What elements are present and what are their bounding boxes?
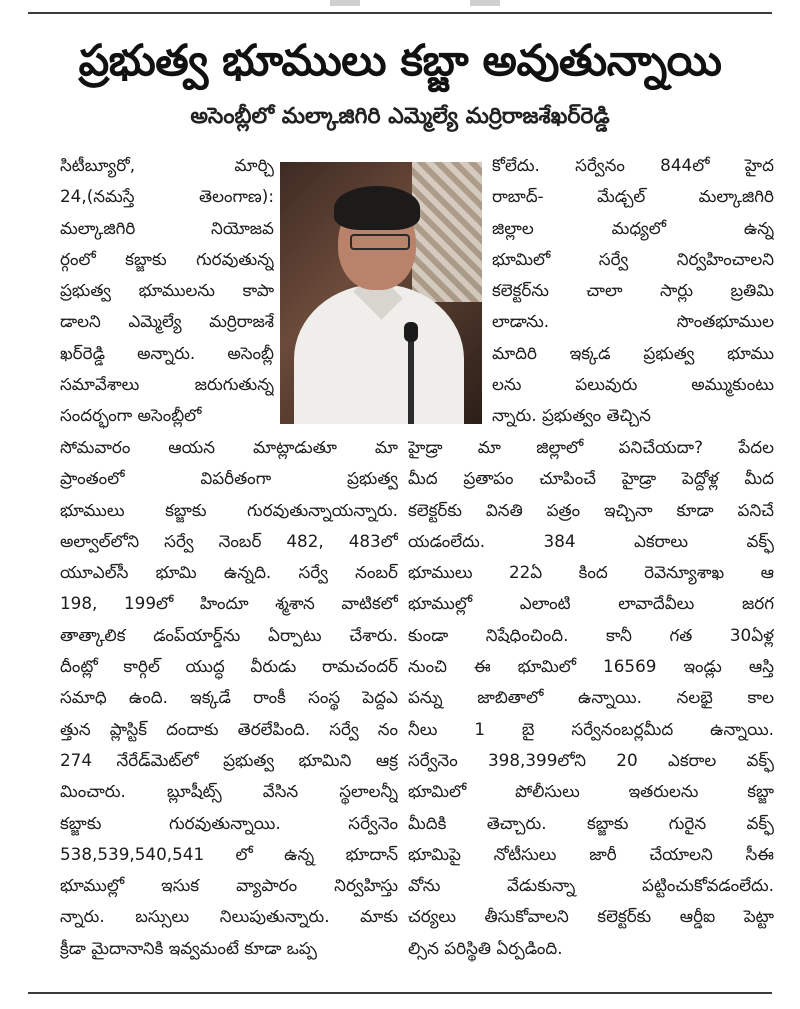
text-line: ర్గంలో కబ్జాకు గురవుతున్న bbox=[60, 248, 274, 269]
text-line: పన్ను జాబితాలో ఉన్నాయి. నలభై కాల bbox=[408, 687, 774, 708]
text-line: న్నారు. బస్సులు నిలుపుతున్నారు. మాకు bbox=[60, 906, 398, 927]
text-line: లాడాను. సొంతభూముల bbox=[492, 311, 774, 332]
article-column-2 bbox=[492, 150, 774, 432]
text-line: న్నారు. ప్రభుత్వం తెచ్చిన bbox=[492, 405, 651, 426]
article-column-3 bbox=[60, 432, 398, 964]
text-line: మీదికి తెచ్చారు. కబ్జాకు గురైన వక్ఫ్ bbox=[408, 812, 774, 833]
text-line: అల్వాల్‌లోని సర్వే నెంబర్ 482, 483లో bbox=[60, 530, 398, 551]
article-column-1 bbox=[60, 150, 274, 432]
person-speaking-photo bbox=[280, 162, 482, 424]
text-line: ల్సిన పరిస్థితి ఏర్పడింది. bbox=[408, 937, 563, 958]
text-line: మీద ప్రతాపం చూపించే హైడ్రా పెద్దోళ్ల మీద bbox=[408, 468, 774, 489]
text-line: సిటీబ్యూరో, మార్చి bbox=[60, 155, 274, 175]
text-line: సమాధి ఉంది. ఇక్కడే రాంకీ సంస్థ పెద్దఎ bbox=[60, 687, 398, 708]
text-line: దీంట్లో కార్గిల్ యుద్ధ వీరుడు రామచందర్ bbox=[60, 656, 398, 677]
top-rule bbox=[28, 12, 772, 14]
text-line: కలెక్టర్‌ను చాలా సార్లు బ్రతిమి bbox=[492, 280, 774, 301]
text-line: చర్యలు తీసుకోవాలని కలెక్టర్‌కు ఆర్డీఐ పెట్టా bbox=[408, 906, 774, 927]
text-line: సమావేశాలు జరుగుతున్న bbox=[60, 374, 274, 395]
text-line: వోను వేడుకున్నా పట్టించుకోవడంలేదు. bbox=[408, 875, 774, 896]
text-line: లను పలువురు అమ్ముకుంటు bbox=[492, 374, 774, 395]
text-line: తాత్కాలిక డంప్‌యార్డ్‌ను ఏర్పాటు చేశారు. bbox=[60, 624, 398, 645]
edge-mark-left bbox=[330, 0, 360, 6]
text-line: కుండా నిషేధించింది. కానీ గత 30ఏళ్ల bbox=[408, 624, 774, 645]
edge-mark-right bbox=[470, 0, 500, 6]
text-line: 24,(నమస్తే తెలంగాణ): bbox=[60, 186, 274, 207]
text-line: త్తున ప్లాస్టిక్ దందాకు తెరలేపింది. సర్వే నం bbox=[60, 718, 398, 739]
text-line: కబ్జాకు గురవుతున్నాయి. సర్వేనెం bbox=[60, 812, 398, 833]
text-line: 274 నేరేడ్‌మెట్‌లో ప్రభుత్వ భూమిని ఆక్ర bbox=[60, 749, 398, 770]
text-line: భూమిపై నోటీసులు జారీ చేయాలని సీఈ bbox=[408, 843, 774, 864]
text-line: ప్రభుత్వ భూములను కాపా bbox=[60, 280, 274, 301]
article-column-4 bbox=[408, 432, 774, 964]
text-line: భూములు కబ్జాకు గురవుతున్నాయన్నారు. bbox=[60, 499, 398, 520]
text-line: భూములు 22ఏ కింద రెవెన్యూశాఖ ఆ bbox=[408, 562, 774, 583]
text-line: మాదిరి ఇక్కడ ప్రభుత్వ భూము bbox=[492, 342, 774, 363]
text-line: సందర్భంగా అసెంబ్లీలో bbox=[60, 405, 202, 426]
text-line: 198, 199లో హిందూ శ్మశాన వాటికలో bbox=[60, 593, 398, 614]
text-line: హైడ్రా మా జిల్లాలో పనిచేయదా? పేదల bbox=[408, 437, 774, 457]
headline: ప్రభుత్వ భూములు కబ్జా అవుతున్నాయి bbox=[78, 36, 722, 86]
bottom-rule bbox=[28, 992, 772, 994]
text-line: యడంలేదు. 384 ఎకరాలు వక్ఫ్ bbox=[408, 530, 774, 551]
text-line: మల్కాజిగిరి నియోజవ bbox=[60, 217, 274, 238]
text-line: క్రీడా మైదానానికి ఇవ్వమంటే కూడా ఒప్ప bbox=[60, 937, 317, 958]
text-line: భూముల్లో ఎలాంటి లావాదేవీలు జరగ bbox=[408, 593, 774, 614]
text-line: సర్వేనెం 398,399లోని 20 ఎకరాల వక్ఫ్ bbox=[408, 749, 774, 770]
subheadline: అసెంబ్లీలో మల్కాజిగిరి ఎమ్మెల్యే మర్రిరాజశేఖర్‌రెడ్డి bbox=[190, 104, 610, 129]
text-line: 538,539,540,541 లో ఉన్న భూదాన్ bbox=[60, 843, 398, 864]
text-line: రాబాద్- మేడ్చల్ మల్కాజిగిరి bbox=[492, 186, 774, 207]
text-line: కలెక్టర్‌కు వినతి పత్రం ఇచ్చినా కూడా పనిచే bbox=[408, 499, 774, 520]
text-line: యూఎల్‌సీ భూమి ఉన్నది. సర్వే నంబర్ bbox=[60, 562, 398, 583]
text-line: నీలు 1 బై సర్వేనంబర్లమీద ఉన్నాయి. bbox=[408, 718, 774, 739]
text-line: భూముల్లో ఇసుక వ్యాపారం నిర్వహిస్తు bbox=[60, 875, 398, 896]
text-line: జిల్లాల మధ్యలో ఉన్న bbox=[492, 217, 774, 238]
text-line: కోలేదు. సర్వేనం 844లో హైద bbox=[492, 155, 774, 175]
text-line: ప్రాంతంలో విపరీతంగా ప్రభుత్వ bbox=[60, 468, 398, 489]
text-line: భూమిలో సర్వే నిర్వహించాలని bbox=[492, 248, 774, 269]
text-line: నుంచి ఈ భూమిలో 16569 ఇండ్లు ఆస్తి bbox=[408, 656, 774, 677]
text-line: డాలని ఎమ్మెల్యే మర్రిరాజశే bbox=[60, 311, 274, 332]
text-line: భూమిలో పోలీసులు ఇతరులను కబ్జా bbox=[408, 781, 774, 802]
text-line: ఖర్‌రెడ్డి అన్నారు. అసెంబ్లీ bbox=[60, 342, 274, 363]
text-line: మించారు. బ్లూషీట్స్ వేసిన స్థలాలన్నీ bbox=[60, 781, 398, 802]
text-line: సోమవారం ఆయన మాట్లాడుతూ మా bbox=[60, 437, 398, 457]
